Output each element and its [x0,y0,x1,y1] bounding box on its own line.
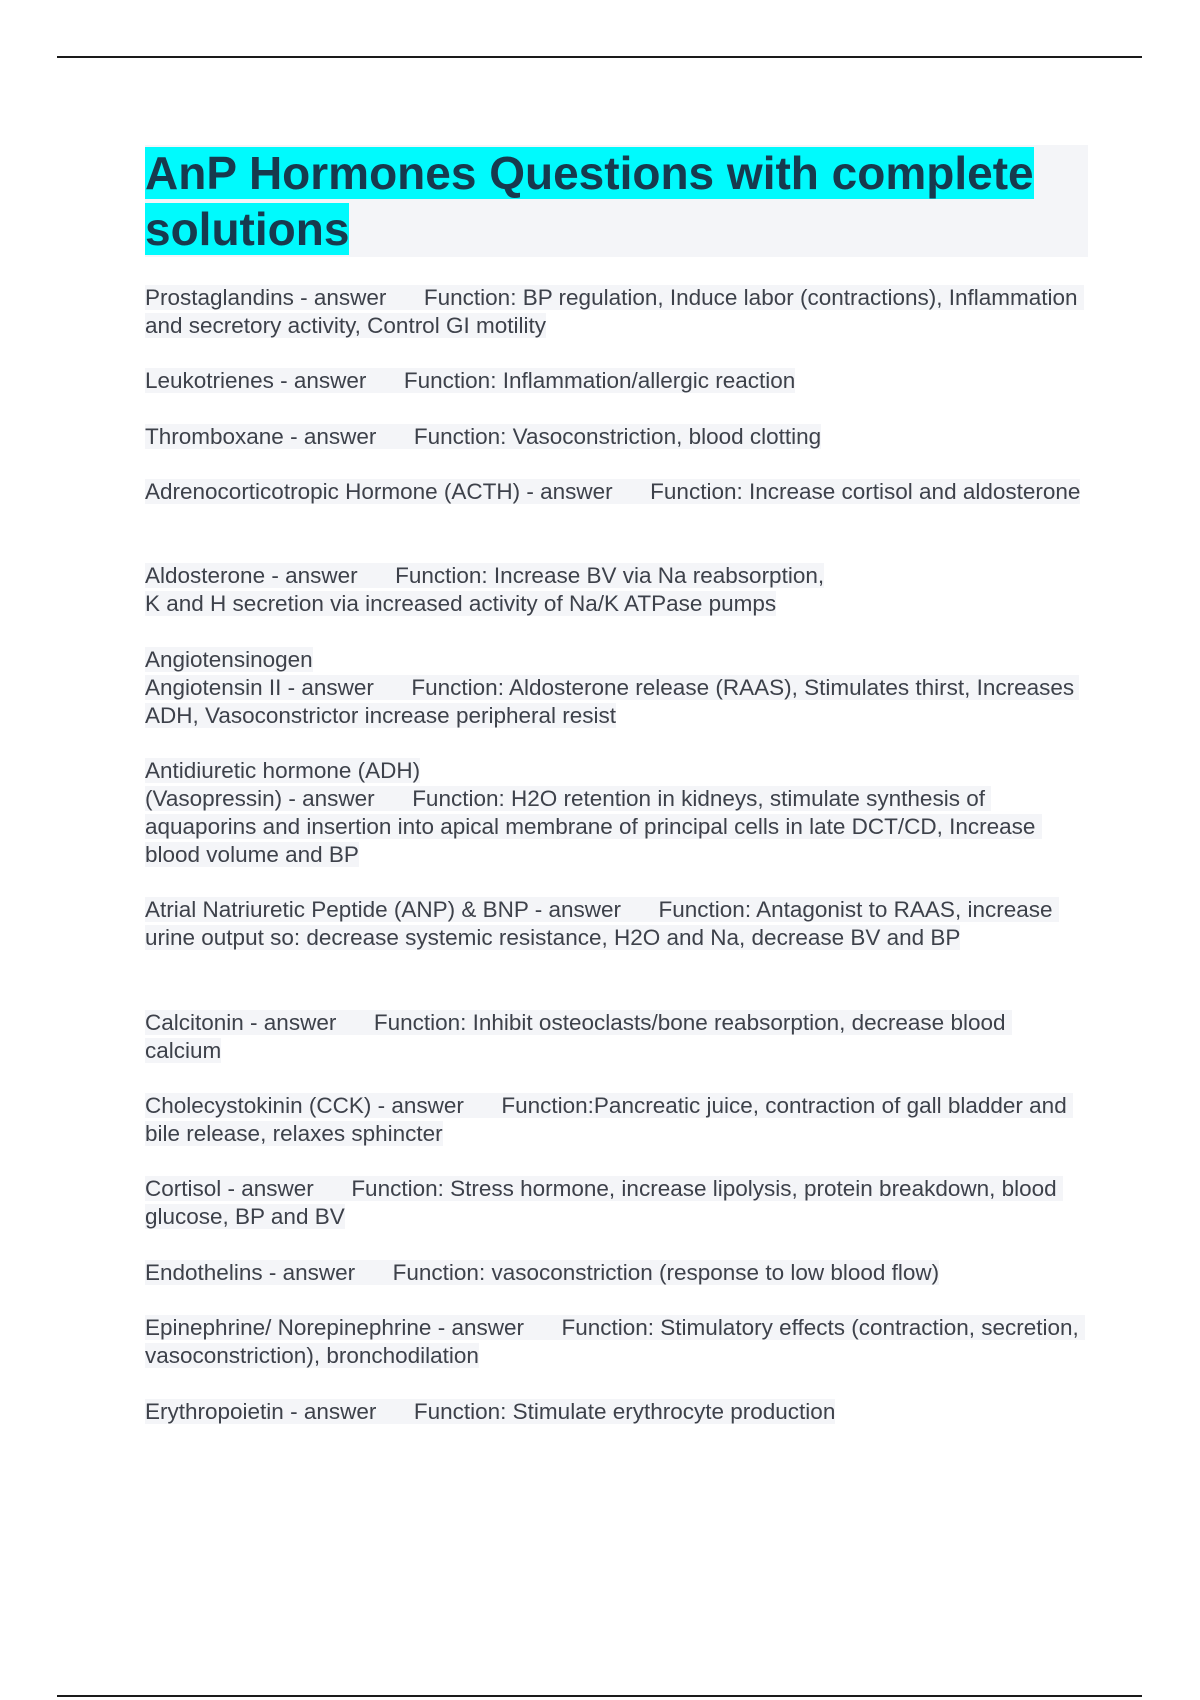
qa-answer: Function: Increase BV via Na reabsorption, K and H secretion via increased activity of Na/K ATPase pumps [145,563,825,616]
qa-term: Antidiuretic hormone (ADH) (Vasopressin) - answer [145,758,421,811]
qa-entry-text [145,479,1080,504]
qa-answer: Function: Stimulate erythrocyte production [413,1399,836,1424]
qa-answer: Function: Stimulatory effects (contraction, secretion, vasoconstriction), bronchodilation [145,1315,1086,1368]
qa-entry [145,1092,1085,1148]
qa-entry [145,478,1085,506]
qa-entry-text [145,424,821,449]
qa-answer: Function: Inhibit osteoclasts/bone reabsorption, decrease blood calcium [145,1010,1012,1063]
qa-entry [145,896,1085,952]
qa-entry [145,757,1085,869]
qa-answer: Function: vasoconstriction (response to low blood flow) [392,1260,940,1285]
qa-entry [145,367,1085,395]
qa-term: Angiotensinogen Angiotensin II - answer [145,647,374,700]
qa-answer: Function: BP regulation, Induce labor (contractions), Inflammation and secretory activity, Control GI motility [145,285,1084,338]
qa-term: Thromboxane - answer [145,424,377,449]
qa-entry-text [145,1093,1073,1146]
qa-entry-text [145,285,1084,338]
qa-answer: Function: Aldosterone release (RAAS), Stimulates thirst, Increases ADH, Vasoconstrictor increase peripheral resist [145,675,1080,728]
qa-entry [145,646,1085,730]
qa-term: Prostaglandins - answer [145,285,387,310]
qa-entry [145,1175,1085,1231]
qa-answer: Function: Antagonist to RAAS, increase urine output so: decrease systemic resistance, H2O and Na, decrease BV and BP [145,897,1059,950]
qa-entry [145,1314,1085,1370]
qa-term: Calcitonin - answer [145,1010,337,1035]
qa-answer: Function: Stress hormone, increase lipolysis, protein breakdown, blood glucose, BP and BV [145,1176,1063,1229]
qa-entry-text [145,1399,835,1424]
qa-entry [145,1009,1085,1065]
header-rule [57,56,1142,58]
qa-entry-text [145,563,824,616]
qa-term: Atrial Natriuretic Peptide (ANP) & BNP - answer [145,897,621,922]
qa-entry [145,1259,1085,1287]
qa-entry [145,562,1085,618]
qa-term: Erythropoietin - answer [145,1399,377,1424]
qa-term: Endothelins - answer [145,1260,356,1285]
qa-answer: Function: Increase cortisol and aldosterone [650,479,1081,504]
qa-entry-text [145,758,1042,867]
title-block [145,145,1088,257]
qa-entry [145,284,1085,340]
qa-term: Cortisol - answer [145,1176,314,1201]
qa-entry-text [145,1315,1085,1368]
qa-term: Aldosterone - answer [145,563,358,588]
qa-entry-text [145,1176,1063,1229]
title-highlight: AnP Hormones Questions with complete solutions [145,147,1034,255]
qa-term: Adrenocorticotropic Hormone (ACTH) - answer [145,479,613,504]
qa-answer: Function: H2O retention in kidneys, stimulate synthesis of aquaporins and insertion into apical membrane of principal cells in late DCT/CD, Increase blood volume and BP [145,786,1042,867]
qa-answer: Function: Inflammation/allergic reaction [403,368,796,393]
qa-entry [145,423,1085,451]
qa-term: Cholecystokinin (CCK) - answer [145,1093,464,1118]
footer-rule [57,1695,1142,1697]
qa-entry [145,1398,1085,1426]
qa-answer: Function: Vasoconstriction, blood clotting [413,424,822,449]
qa-term: Leukotrienes - answer [145,368,367,393]
qa-answer: Function:Pancreatic juice, contraction of gall bladder and bile release, relaxes sphincter [145,1093,1073,1146]
qa-entry-text [145,368,795,393]
qa-entry-text [145,1010,1012,1063]
qa-entry-text [145,897,1059,950]
qa-term: Epinephrine/ Norepinephrine - answer [145,1315,524,1340]
qa-entry-text [145,1260,939,1285]
document-title [145,145,1088,257]
qa-entry-text [145,647,1079,728]
